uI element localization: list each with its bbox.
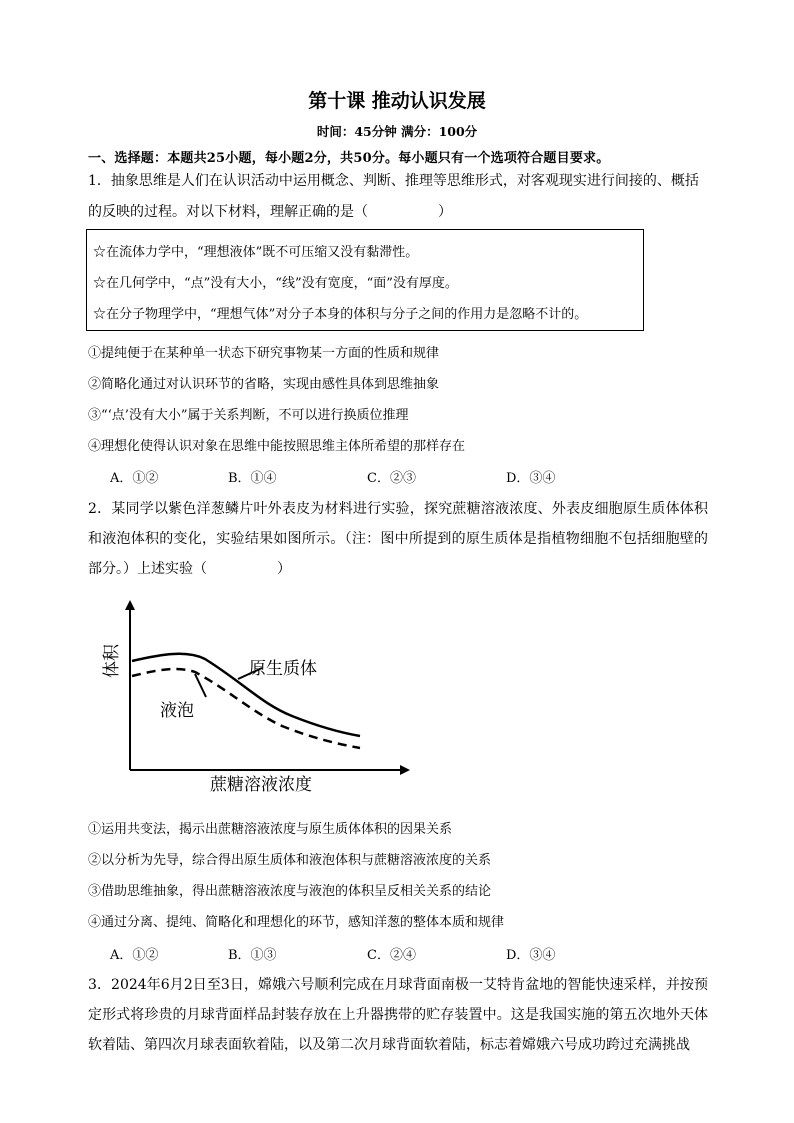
q1-option: ④理想化使得认识对象在思维中能按照思维主体所希望的那样存在	[88, 439, 466, 454]
volume-concentration-figure	[92, 594, 412, 804]
material-line: ☆在流体力学中，“理想液体”既不可压缩又没有黏滞性。	[93, 245, 419, 260]
q2-stem	[88, 494, 708, 584]
vacuole-pointer	[195, 674, 206, 697]
q1-choices	[110, 467, 570, 487]
x-axis-label: 蔗糖溶液浓度	[210, 775, 312, 795]
section-heading: 一、选择题：本题共25小题，每小题2分，共50分。每小题只有一个选项符合题目要求。	[88, 151, 610, 166]
choice-b[interactable]: B．①④	[228, 471, 277, 486]
q2-choices	[110, 944, 570, 964]
q1-option: ②简略化通过对认识环节的省略，实现由感性具体到思维抽象	[88, 377, 440, 392]
choice-a[interactable]: A．①②	[110, 471, 159, 486]
q1-stem-text: 的反映的过程。对以下材料，理解正确的是（	[88, 204, 368, 220]
choice-d[interactable]: D．③④	[506, 948, 556, 963]
q1-material-box	[86, 229, 644, 331]
q3-stem: 3．2024年6月2日至3日，嫦娥六号顺利完成在月球背面南极一艾特肯盆地的智能快速采样，并按预定形式将珍贵的月球背面样品封装存放在上升器携带的贮存装置中。这是我国实施的第五次地外天体软着陆、第四次月球表面软着陆，以及第二次月球背面软着陆，标志着嫦娥六号成功跨过充满挑战	[88, 977, 708, 1053]
q1-option: ①提纯便于在某种单一状态下研究事物某一方面的性质和规律	[88, 346, 440, 361]
q2-option: ③借助思维抽象，得出蔗糖溶液浓度与液泡的体积呈反相关关系的结论	[88, 884, 492, 899]
protoplast-curve	[132, 654, 360, 736]
choice-c[interactable]: C．②④	[367, 948, 416, 963]
q1-stem-close: ）	[438, 204, 452, 220]
choice-a[interactable]: A．①②	[110, 948, 159, 963]
page-title: 第十课 推动认识发展	[308, 90, 486, 112]
choice-c[interactable]: C．②③	[367, 471, 416, 486]
q2-stem-text: 2．某同学以紫色洋葱鳞片叶外表皮为材料进行实验，探究蔗糖溶液浓度、外表皮细胞原生质体体积和液泡体积的变化，实验结果如图所示。（注：图中所提到的原生质体是指植物细胞不包括细胞壁的部分。）上述实验（	[88, 501, 708, 577]
choice-b[interactable]: B．①③	[228, 948, 277, 963]
y-axis-label: 体积	[102, 644, 122, 678]
q1-stem-line1: 1．抽象思维是人们在认识活动中运用概念、判断、推理等思维形式，对客观现实进行间接的、概括	[88, 173, 699, 189]
q2-option: ④通过分离、提纯、简略化和理想化的环节，感知洋葱的整体本质和规律	[88, 915, 505, 930]
q2-option: ①运用共变法，揭示出蔗糖溶液浓度与原生质体体积的因果关系	[88, 822, 453, 837]
q1-option: ③“‘点’没有大小”属于关系判断，不可以进行换质位推理	[88, 408, 409, 423]
protoplast-label: 原生质体	[249, 659, 317, 679]
q2-stem-close: ）	[277, 561, 291, 577]
material-line: ☆在几何学中，“点”没有大小，“线”没有宽度，“面”没有厚度。	[93, 276, 458, 291]
q1-stem-line2	[88, 197, 452, 227]
vacuole-label: 液泡	[160, 701, 194, 721]
material-line: ☆在分子物理学中，“理想气体”对分子本身的体积与分子之间的作用力是忽略不计的。	[93, 307, 588, 322]
q2-option: ②以分析为先导，综合得出原生质体和液泡体积与蔗糖溶液浓度的关系	[88, 853, 492, 868]
choice-d[interactable]: D．③④	[506, 471, 556, 486]
exam-meta: 时间：45分钟 满分：100分	[316, 124, 478, 139]
